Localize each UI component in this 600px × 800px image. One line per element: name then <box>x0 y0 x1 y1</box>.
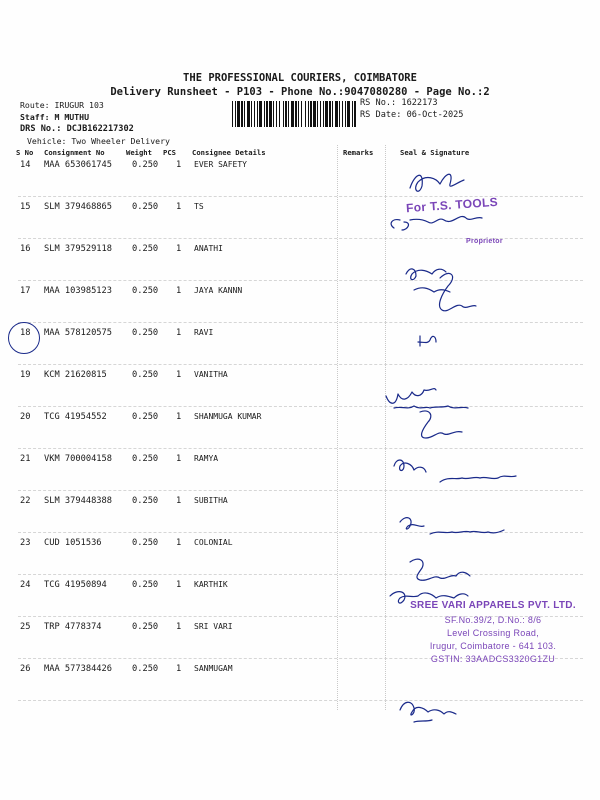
row-consignment: MAA 653061745 <box>44 160 112 170</box>
row-sno: 24 <box>20 580 31 590</box>
row-consignee: VANITHA <box>194 370 228 379</box>
row-weight: 0.250 <box>132 202 159 212</box>
row-weight: 0.250 <box>132 370 159 380</box>
row-weight: 0.250 <box>132 496 159 506</box>
row-consignee: SANMUGAM <box>194 664 233 673</box>
row-sno: 26 <box>20 664 31 674</box>
row-consignment: TRP 4778374 <box>44 622 102 632</box>
row-consignment: KCM 21620815 <box>44 370 107 380</box>
ts-tools-stamp: For T.S. TOOLS <box>405 194 499 216</box>
row-consignment: CUD 1051536 <box>44 538 102 548</box>
row-pcs: 1 <box>176 412 182 422</box>
col-remarks: Remarks <box>343 148 374 157</box>
row-consignment: MAA 103985123 <box>44 286 112 296</box>
runsheet-title: Delivery Runsheet - P103 - Phone No.:9047080280 - Page No.:2 <box>110 86 490 98</box>
signature-18 <box>418 273 476 346</box>
col-sno: S No <box>16 148 34 157</box>
row-consignee: EVER SAFETY <box>194 160 247 169</box>
col-consignment: Consignment No <box>44 148 105 157</box>
vehicle-label: Vehicle: Two Wheeler Delivery <box>27 136 170 146</box>
row-pcs: 1 <box>176 202 182 212</box>
row-consignment: SLM 379448388 <box>44 496 112 506</box>
rs-date: RS Date: 06-Oct-2025 <box>360 110 464 120</box>
row-weight: 0.250 <box>132 664 159 674</box>
row-weight: 0.250 <box>132 244 159 254</box>
drs-label: DRS No.: DCJB162217302 <box>20 124 134 134</box>
row-18-circle-mark <box>8 322 40 354</box>
stamp-line-5: GSTIN: 33AADCS3320G1ZU <box>430 654 556 664</box>
signature-15 <box>391 216 482 230</box>
signature-21 <box>394 460 516 482</box>
row-sno: 17 <box>20 286 31 296</box>
row-consignee: TS <box>194 202 204 211</box>
row-sno: 25 <box>20 622 31 632</box>
row-pcs: 1 <box>176 496 182 506</box>
row-pcs: 1 <box>176 454 182 464</box>
signature-24 <box>390 592 468 603</box>
row-weight: 0.250 <box>132 160 159 170</box>
row-consignee: JAYA KANNN <box>194 286 243 295</box>
route-label: Route: IRUGUR 103 <box>20 100 104 110</box>
signature-22 <box>400 518 504 534</box>
col-consignee: Consignee Details <box>192 148 266 157</box>
row-consignment: VKM 700004158 <box>44 454 112 464</box>
row-consignment: TCG 41954552 <box>44 412 107 422</box>
row-pcs: 1 <box>176 622 182 632</box>
signature-20 <box>420 411 462 438</box>
col-seal: Seal & Signature <box>400 148 470 157</box>
row-consignee: SUBITHA <box>194 496 228 505</box>
signature-17 <box>406 269 450 292</box>
row-consignment: SLM 379468865 <box>44 202 112 212</box>
stamp-line-3: Level Crossing Road, <box>446 628 540 638</box>
row-sno: 18 <box>20 328 31 338</box>
row-sno: 15 <box>20 202 31 212</box>
row-pcs: 1 <box>176 370 182 380</box>
signature-19 <box>386 389 468 408</box>
proprietor-stamp: Proprietor <box>466 238 503 245</box>
row-consignment: MAA 578120575 <box>44 328 112 338</box>
row-weight: 0.250 <box>132 286 159 296</box>
row-consignee: RAVI <box>194 328 214 337</box>
row-sno: 20 <box>20 412 31 422</box>
row-pcs: 1 <box>176 538 182 548</box>
row-consignee: RAMYA <box>194 454 219 463</box>
row-weight: 0.250 <box>132 454 159 464</box>
row-consignee: KARTHIK <box>194 580 228 589</box>
company-title: THE PROFESSIONAL COURIERS, COIMBATORE <box>183 72 417 84</box>
row-pcs: 1 <box>176 328 182 338</box>
row-pcs: 1 <box>176 244 182 254</box>
stamp-line-1: SREE VARI APPARELS PVT. LTD. <box>410 600 576 611</box>
row-consignee: ANATHI <box>194 244 223 253</box>
barcode <box>232 101 356 127</box>
row-consignee: COLONIAL <box>194 538 233 547</box>
row-weight: 0.250 <box>132 538 159 548</box>
row-consignment: TCG 41950894 <box>44 580 107 590</box>
row-pcs: 1 <box>176 580 182 590</box>
row-weight: 0.250 <box>132 580 159 590</box>
row-sno: 21 <box>20 454 31 464</box>
row-consignment: SLM 379529118 <box>44 244 112 254</box>
row-sno: 23 <box>20 538 31 548</box>
col-pcs: PCS <box>163 148 176 157</box>
signature-26 <box>400 702 456 722</box>
row-pcs: 1 <box>176 160 182 170</box>
row-weight: 0.250 <box>132 328 159 338</box>
signature-23 <box>410 559 470 580</box>
row-weight: 0.250 <box>132 622 159 632</box>
row-weight: 0.250 <box>132 412 159 422</box>
row-consignee: SRI VARI <box>194 622 233 631</box>
row-pcs: 1 <box>176 664 182 674</box>
row-sno: 19 <box>20 370 31 380</box>
row-sno: 14 <box>20 160 31 170</box>
handwritten-signatures <box>380 150 590 750</box>
col-weight: Weight <box>126 148 152 157</box>
row-sno: 22 <box>20 496 31 506</box>
stamp-line-2: SF.No.39/2, D.No.: 8/6 <box>444 615 542 625</box>
row-consignment: MAA 577384426 <box>44 664 112 674</box>
stamp-line-4: Irugur, Coimbatore - 641 103. <box>429 641 557 651</box>
rs-number: RS No.: 1622173 <box>360 98 438 108</box>
staff-label: Staff: M MUTHU <box>20 112 90 122</box>
row-sno: 16 <box>20 244 31 254</box>
signature-14 <box>410 174 464 191</box>
row-consignee: SHANMUGA KUMAR <box>194 412 262 421</box>
row-pcs: 1 <box>176 286 182 296</box>
